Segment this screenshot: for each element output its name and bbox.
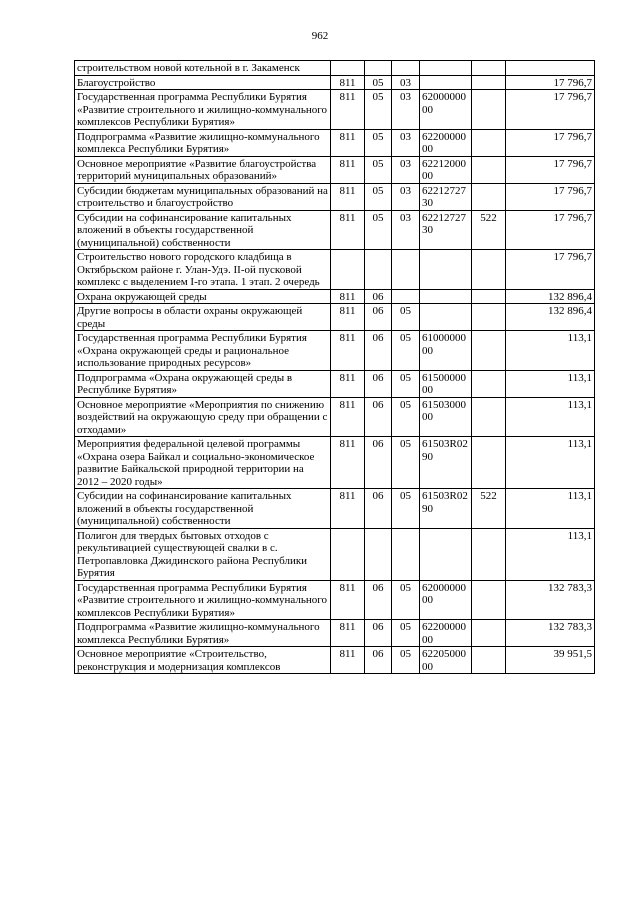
row-pr-cell: 03 — [392, 90, 420, 130]
row-vr-cell: 522 — [472, 210, 506, 250]
row-amount-cell: 17 796,7 — [506, 90, 595, 130]
table-row — [75, 528, 595, 580]
row-pr-cell: 03 — [392, 210, 420, 250]
row-vr-cell — [472, 289, 506, 304]
row-pr-cell: 05 — [392, 489, 420, 529]
row-cs-cell: 6220000000 — [420, 620, 472, 647]
row-rz-cell: 06 — [365, 370, 392, 397]
row-name-cell: Охрана окружающей среды — [75, 289, 331, 304]
row-name-cell: Основное мероприятие «Строительство, реконструкция и модернизация комплексов — [75, 647, 331, 674]
row-pr-cell — [392, 250, 420, 290]
row-amount-cell: 17 796,7 — [506, 250, 595, 290]
table-row — [75, 647, 595, 674]
row-ved-cell — [331, 61, 365, 76]
row-amount-cell: 39 951,5 — [506, 647, 595, 674]
row-amount-cell: 132 896,4 — [506, 289, 595, 304]
row-rz-cell — [365, 61, 392, 76]
row-ved-cell: 811 — [331, 304, 365, 331]
row-pr-cell: 05 — [392, 647, 420, 674]
row-pr-cell: 03 — [392, 183, 420, 210]
row-rz-cell — [365, 528, 392, 580]
row-name-cell: Строительство нового городского кладбища в Октябрьском районе г. Улан-Удэ. II-ой пусковой комплекс с выделением I-го этапа. 1 этап. 2 очередь — [75, 250, 331, 290]
row-name-cell: Другие вопросы в области охраны окружающей среды — [75, 304, 331, 331]
row-cs-cell: 6200000000 — [420, 90, 472, 130]
row-name-cell: Субсидии бюджетам муниципальных образований на строительство и благоустройство — [75, 183, 331, 210]
row-vr-cell — [472, 129, 506, 156]
row-name-cell: Государственная программа Республики Бурятия «Охрана окружающей среды и рациональное использование природных ресурсов» — [75, 331, 331, 371]
row-pr-cell — [392, 528, 420, 580]
row-amount-cell: 132 783,3 — [506, 580, 595, 620]
table-body — [75, 61, 595, 674]
row-vr-cell — [472, 370, 506, 397]
row-ved-cell: 811 — [331, 156, 365, 183]
row-ved-cell: 811 — [331, 75, 365, 90]
row-ved-cell: 811 — [331, 370, 365, 397]
row-pr-cell: 05 — [392, 370, 420, 397]
table-row — [75, 331, 595, 371]
row-name-cell: Благоустройство — [75, 75, 331, 90]
row-rz-cell: 06 — [365, 331, 392, 371]
row-cs-cell — [420, 304, 472, 331]
row-vr-cell: 522 — [472, 489, 506, 529]
table-row — [75, 61, 595, 76]
row-amount-cell: 113,1 — [506, 331, 595, 371]
row-ved-cell — [331, 528, 365, 580]
row-name-cell: Подпрограмма «Охрана окружающей среды в Республике Бурятия» — [75, 370, 331, 397]
table-row — [75, 580, 595, 620]
table-row — [75, 289, 595, 304]
row-name-cell: Государственная программа Республики Бурятия «Развитие строительного и жилищно-коммунального комплексов Республики Бурятия» — [75, 580, 331, 620]
row-rz-cell: 05 — [365, 90, 392, 130]
row-rz-cell: 06 — [365, 647, 392, 674]
budget-table — [74, 60, 595, 674]
row-name-cell: Основное мероприятие «Развитие благоустройства территорий муниципальных образований» — [75, 156, 331, 183]
row-ved-cell: 811 — [331, 129, 365, 156]
row-name-cell: Подпрограмма «Развитие жилищно-коммунального комплекса Республики Бурятия» — [75, 620, 331, 647]
row-ved-cell: 811 — [331, 620, 365, 647]
row-pr-cell: 03 — [392, 129, 420, 156]
row-pr-cell: 05 — [392, 304, 420, 331]
row-pr-cell — [392, 61, 420, 76]
row-pr-cell: 05 — [392, 620, 420, 647]
row-rz-cell: 05 — [365, 75, 392, 90]
table-row — [75, 437, 595, 489]
row-rz-cell: 06 — [365, 304, 392, 331]
table-row — [75, 75, 595, 90]
row-ved-cell: 811 — [331, 210, 365, 250]
row-amount-cell: 113,1 — [506, 370, 595, 397]
row-pr-cell: 03 — [392, 156, 420, 183]
row-cs-cell — [420, 250, 472, 290]
table-row — [75, 304, 595, 331]
row-pr-cell: 05 — [392, 331, 420, 371]
row-name-cell: Подпрограмма «Развитие жилищно-коммунального комплекса Республики Бурятия» — [75, 129, 331, 156]
row-vr-cell — [472, 397, 506, 437]
table-row — [75, 620, 595, 647]
row-cs-cell: 6221272730 — [420, 210, 472, 250]
row-vr-cell — [472, 183, 506, 210]
row-vr-cell — [472, 528, 506, 580]
row-cs-cell — [420, 528, 472, 580]
row-amount-cell — [506, 61, 595, 76]
row-name-cell: Субсидии на софинансирование капитальных вложений в объекты государственной (муниципальной) собственности — [75, 210, 331, 250]
row-ved-cell: 811 — [331, 489, 365, 529]
row-ved-cell — [331, 250, 365, 290]
row-amount-cell: 17 796,7 — [506, 75, 595, 90]
row-rz-cell: 05 — [365, 129, 392, 156]
row-cs-cell: 6150300000 — [420, 397, 472, 437]
row-pr-cell: 05 — [392, 397, 420, 437]
row-rz-cell: 05 — [365, 183, 392, 210]
row-rz-cell: 06 — [365, 580, 392, 620]
row-rz-cell: 06 — [365, 489, 392, 529]
row-cs-cell: 6200000000 — [420, 580, 472, 620]
row-name-cell: Субсидии на софинансирование капитальных вложений в объекты государственной (муниципальной) собственности — [75, 489, 331, 529]
table-row — [75, 90, 595, 130]
row-rz-cell: 05 — [365, 210, 392, 250]
row-amount-cell: 113,1 — [506, 397, 595, 437]
table-row — [75, 183, 595, 210]
row-rz-cell: 05 — [365, 156, 392, 183]
table-row — [75, 489, 595, 529]
row-pr-cell: 03 — [392, 75, 420, 90]
table-row — [75, 129, 595, 156]
row-vr-cell — [472, 437, 506, 489]
row-cs-cell: 61503R0290 — [420, 489, 472, 529]
row-amount-cell: 17 796,7 — [506, 129, 595, 156]
row-pr-cell: 05 — [392, 580, 420, 620]
row-pr-cell — [392, 289, 420, 304]
row-vr-cell — [472, 580, 506, 620]
row-cs-cell: 6150000000 — [420, 370, 472, 397]
table-row — [75, 370, 595, 397]
page-number: 962 — [311, 30, 329, 42]
row-name-cell: Основное мероприятие «Мероприятия по снижению воздействий на окружающую среду при обращении с отходами» — [75, 397, 331, 437]
row-cs-cell: 6220000000 — [420, 129, 472, 156]
row-cs-cell: 6100000000 — [420, 331, 472, 371]
row-name-cell: Мероприятия федеральной целевой программы «Охрана озера Байкал и социально-экономическое развитие Байкальской природной территории на 2012 – 2020 годы» — [75, 437, 331, 489]
row-ved-cell: 811 — [331, 183, 365, 210]
row-vr-cell — [472, 90, 506, 130]
row-cs-cell: 6220500000 — [420, 647, 472, 674]
row-vr-cell — [472, 250, 506, 290]
row-pr-cell: 05 — [392, 437, 420, 489]
row-vr-cell — [472, 156, 506, 183]
table-row — [75, 397, 595, 437]
row-ved-cell: 811 — [331, 580, 365, 620]
row-amount-cell: 17 796,7 — [506, 183, 595, 210]
table-row — [75, 156, 595, 183]
row-cs-cell — [420, 289, 472, 304]
row-cs-cell: 61503R0290 — [420, 437, 472, 489]
table-row — [75, 250, 595, 290]
row-vr-cell — [472, 331, 506, 371]
row-vr-cell — [472, 304, 506, 331]
row-amount-cell: 113,1 — [506, 437, 595, 489]
row-amount-cell: 17 796,7 — [506, 156, 595, 183]
row-rz-cell: 06 — [365, 437, 392, 489]
row-vr-cell — [472, 75, 506, 90]
row-ved-cell: 811 — [331, 331, 365, 371]
row-amount-cell: 113,1 — [506, 489, 595, 529]
row-ved-cell: 811 — [331, 647, 365, 674]
row-ved-cell: 811 — [331, 437, 365, 489]
row-amount-cell: 17 796,7 — [506, 210, 595, 250]
row-cs-cell: 6221200000 — [420, 156, 472, 183]
row-rz-cell: 06 — [365, 289, 392, 304]
row-rz-cell — [365, 250, 392, 290]
row-vr-cell — [472, 647, 506, 674]
row-vr-cell — [472, 620, 506, 647]
row-cs-cell: 6221272730 — [420, 183, 472, 210]
row-amount-cell: 132 896,4 — [506, 304, 595, 331]
row-amount-cell: 113,1 — [506, 528, 595, 580]
row-rz-cell: 06 — [365, 620, 392, 647]
row-rz-cell: 06 — [365, 397, 392, 437]
row-amount-cell: 132 783,3 — [506, 620, 595, 647]
table-row — [75, 210, 595, 250]
row-name-cell: Полигон для твердых бытовых отходов с рекультивацией существующей свалки в с. Петропавловка Джидинского района Республики Бурятия — [75, 528, 331, 580]
row-name-cell: строительством новой котельной в г. Закаменск — [75, 61, 331, 76]
row-name-cell: Государственная программа Республики Бурятия «Развитие строительного и жилищно-коммунального комплексов Республики Бурятия» — [75, 90, 331, 130]
row-vr-cell — [472, 61, 506, 76]
row-cs-cell — [420, 61, 472, 76]
row-ved-cell: 811 — [331, 90, 365, 130]
row-ved-cell: 811 — [331, 289, 365, 304]
row-cs-cell — [420, 75, 472, 90]
row-ved-cell: 811 — [331, 397, 365, 437]
